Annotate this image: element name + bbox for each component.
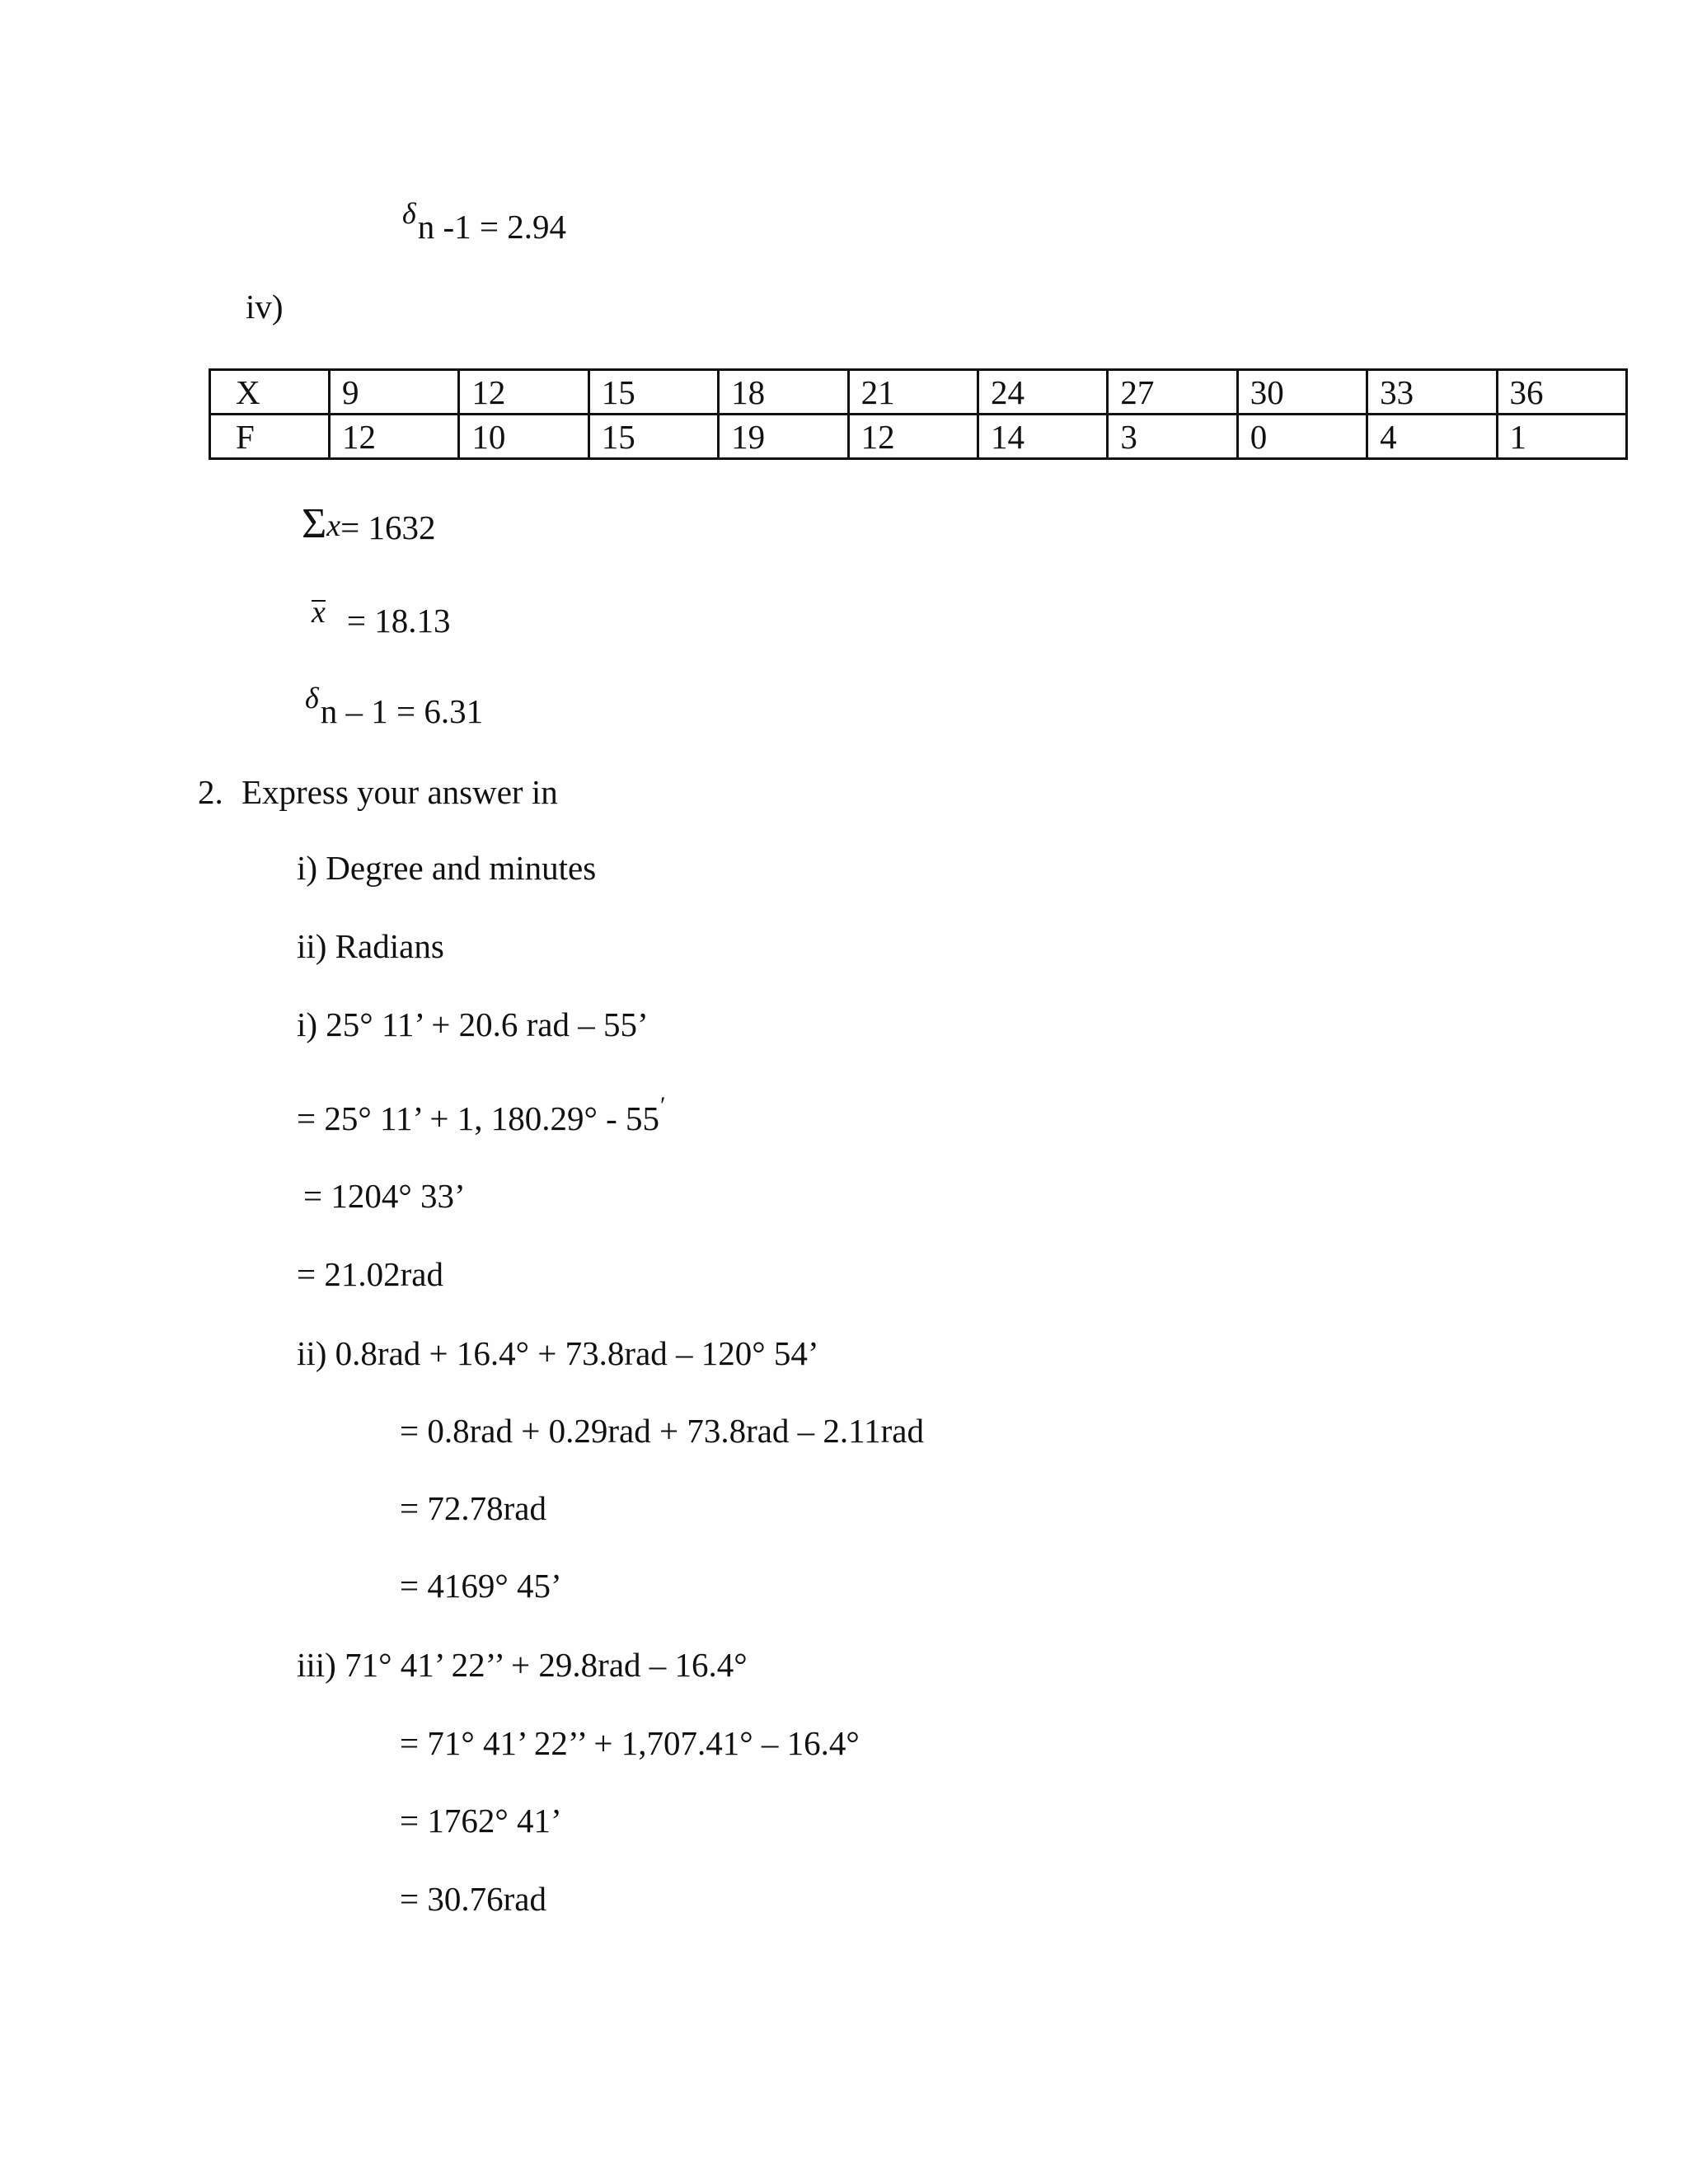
problem-ii-step-1: = 0.8rad + 0.29rad + 73.8rad – 2.11rad: [400, 1412, 925, 1450]
problem-i: i) 25° 11’ + 20.6 rad – 55’: [297, 1005, 649, 1043]
table-cell: 4: [1367, 415, 1497, 459]
table-cell: 15: [588, 415, 718, 459]
problem-i-step-1: [297, 1092, 666, 1137]
delta-symbol: δ: [402, 197, 416, 230]
frequency-table: [209, 368, 1628, 460]
mean-symbol: x: [312, 595, 326, 630]
row-header: F: [210, 415, 330, 459]
table-cell: 33: [1367, 370, 1497, 415]
sd-result-iii: [402, 197, 567, 246]
table-cell: 12: [459, 370, 588, 415]
table-cell: 30: [1237, 370, 1367, 415]
problem-iii-step-3: = 30.76rad: [400, 1880, 546, 1918]
table-cell: 10: [459, 415, 588, 459]
table-cell: 19: [719, 415, 848, 459]
problem-ii: ii) 0.8rad + 16.4° + 73.8rad – 120° 54’: [297, 1334, 819, 1372]
table-row: [210, 415, 1627, 459]
table-row: [210, 370, 1627, 415]
table-cell: 3: [1108, 415, 1237, 459]
option-radians: ii) Radians: [297, 927, 444, 965]
table-cell: 36: [1497, 370, 1626, 415]
sd-result-iv: [305, 682, 484, 730]
sum-variable: x: [326, 509, 341, 543]
table-cell: 9: [330, 370, 459, 415]
mean-line: [312, 595, 451, 640]
option-degrees: i) Degree and minutes: [297, 849, 597, 887]
sum-value: = 1632: [340, 509, 436, 546]
problem-iii-step-2: = 1762° 41’: [400, 1802, 562, 1840]
question-prompt: Express your answer in: [241, 773, 558, 811]
table-cell: 15: [588, 370, 718, 415]
table-cell: 1: [1497, 415, 1626, 459]
sd-value: = 2.94: [479, 208, 567, 246]
row-header: X: [210, 370, 330, 415]
problem-i-step-2: = 1204° 33’: [303, 1177, 466, 1215]
table-cell: 12: [848, 415, 978, 459]
mean-value: = 18.13: [346, 602, 451, 640]
step-text: = 25° 11’ + 1, 180.29° - 55: [297, 1099, 660, 1137]
delta-symbol: δ: [305, 682, 319, 715]
table-cell: 27: [1108, 370, 1237, 415]
table-cell: 21: [848, 370, 978, 415]
problem-iii: iii) 71° 41’ 22’’ + 29.8rad – 16.4°: [297, 1646, 748, 1684]
question-number: 2.: [198, 773, 223, 811]
table-cell: 18: [719, 370, 848, 415]
table-cell: 24: [978, 370, 1107, 415]
table-cell: 12: [330, 415, 459, 459]
question-2: [198, 773, 558, 811]
problem-ii-step-3: = 4169° 45’: [400, 1567, 562, 1605]
problem-iii-step-1: = 71° 41’ 22’’ + 1,707.41° – 16.4°: [400, 1724, 860, 1762]
sd-value: = 6.31: [396, 692, 484, 730]
part-iv-label: iv): [246, 288, 284, 326]
sigma-symbol: Σ: [302, 500, 327, 547]
table-cell: 0: [1237, 415, 1367, 459]
problem-ii-step-2: = 72.78rad: [400, 1489, 546, 1527]
sd-subscript: n – 1: [320, 692, 388, 730]
table-cell: 14: [978, 415, 1107, 459]
sum-x-line: [302, 500, 436, 547]
problem-i-step-3: = 21.02rad: [297, 1255, 443, 1293]
prime-mark: ′: [660, 1092, 666, 1119]
sd-subscript: n -1: [417, 208, 471, 246]
